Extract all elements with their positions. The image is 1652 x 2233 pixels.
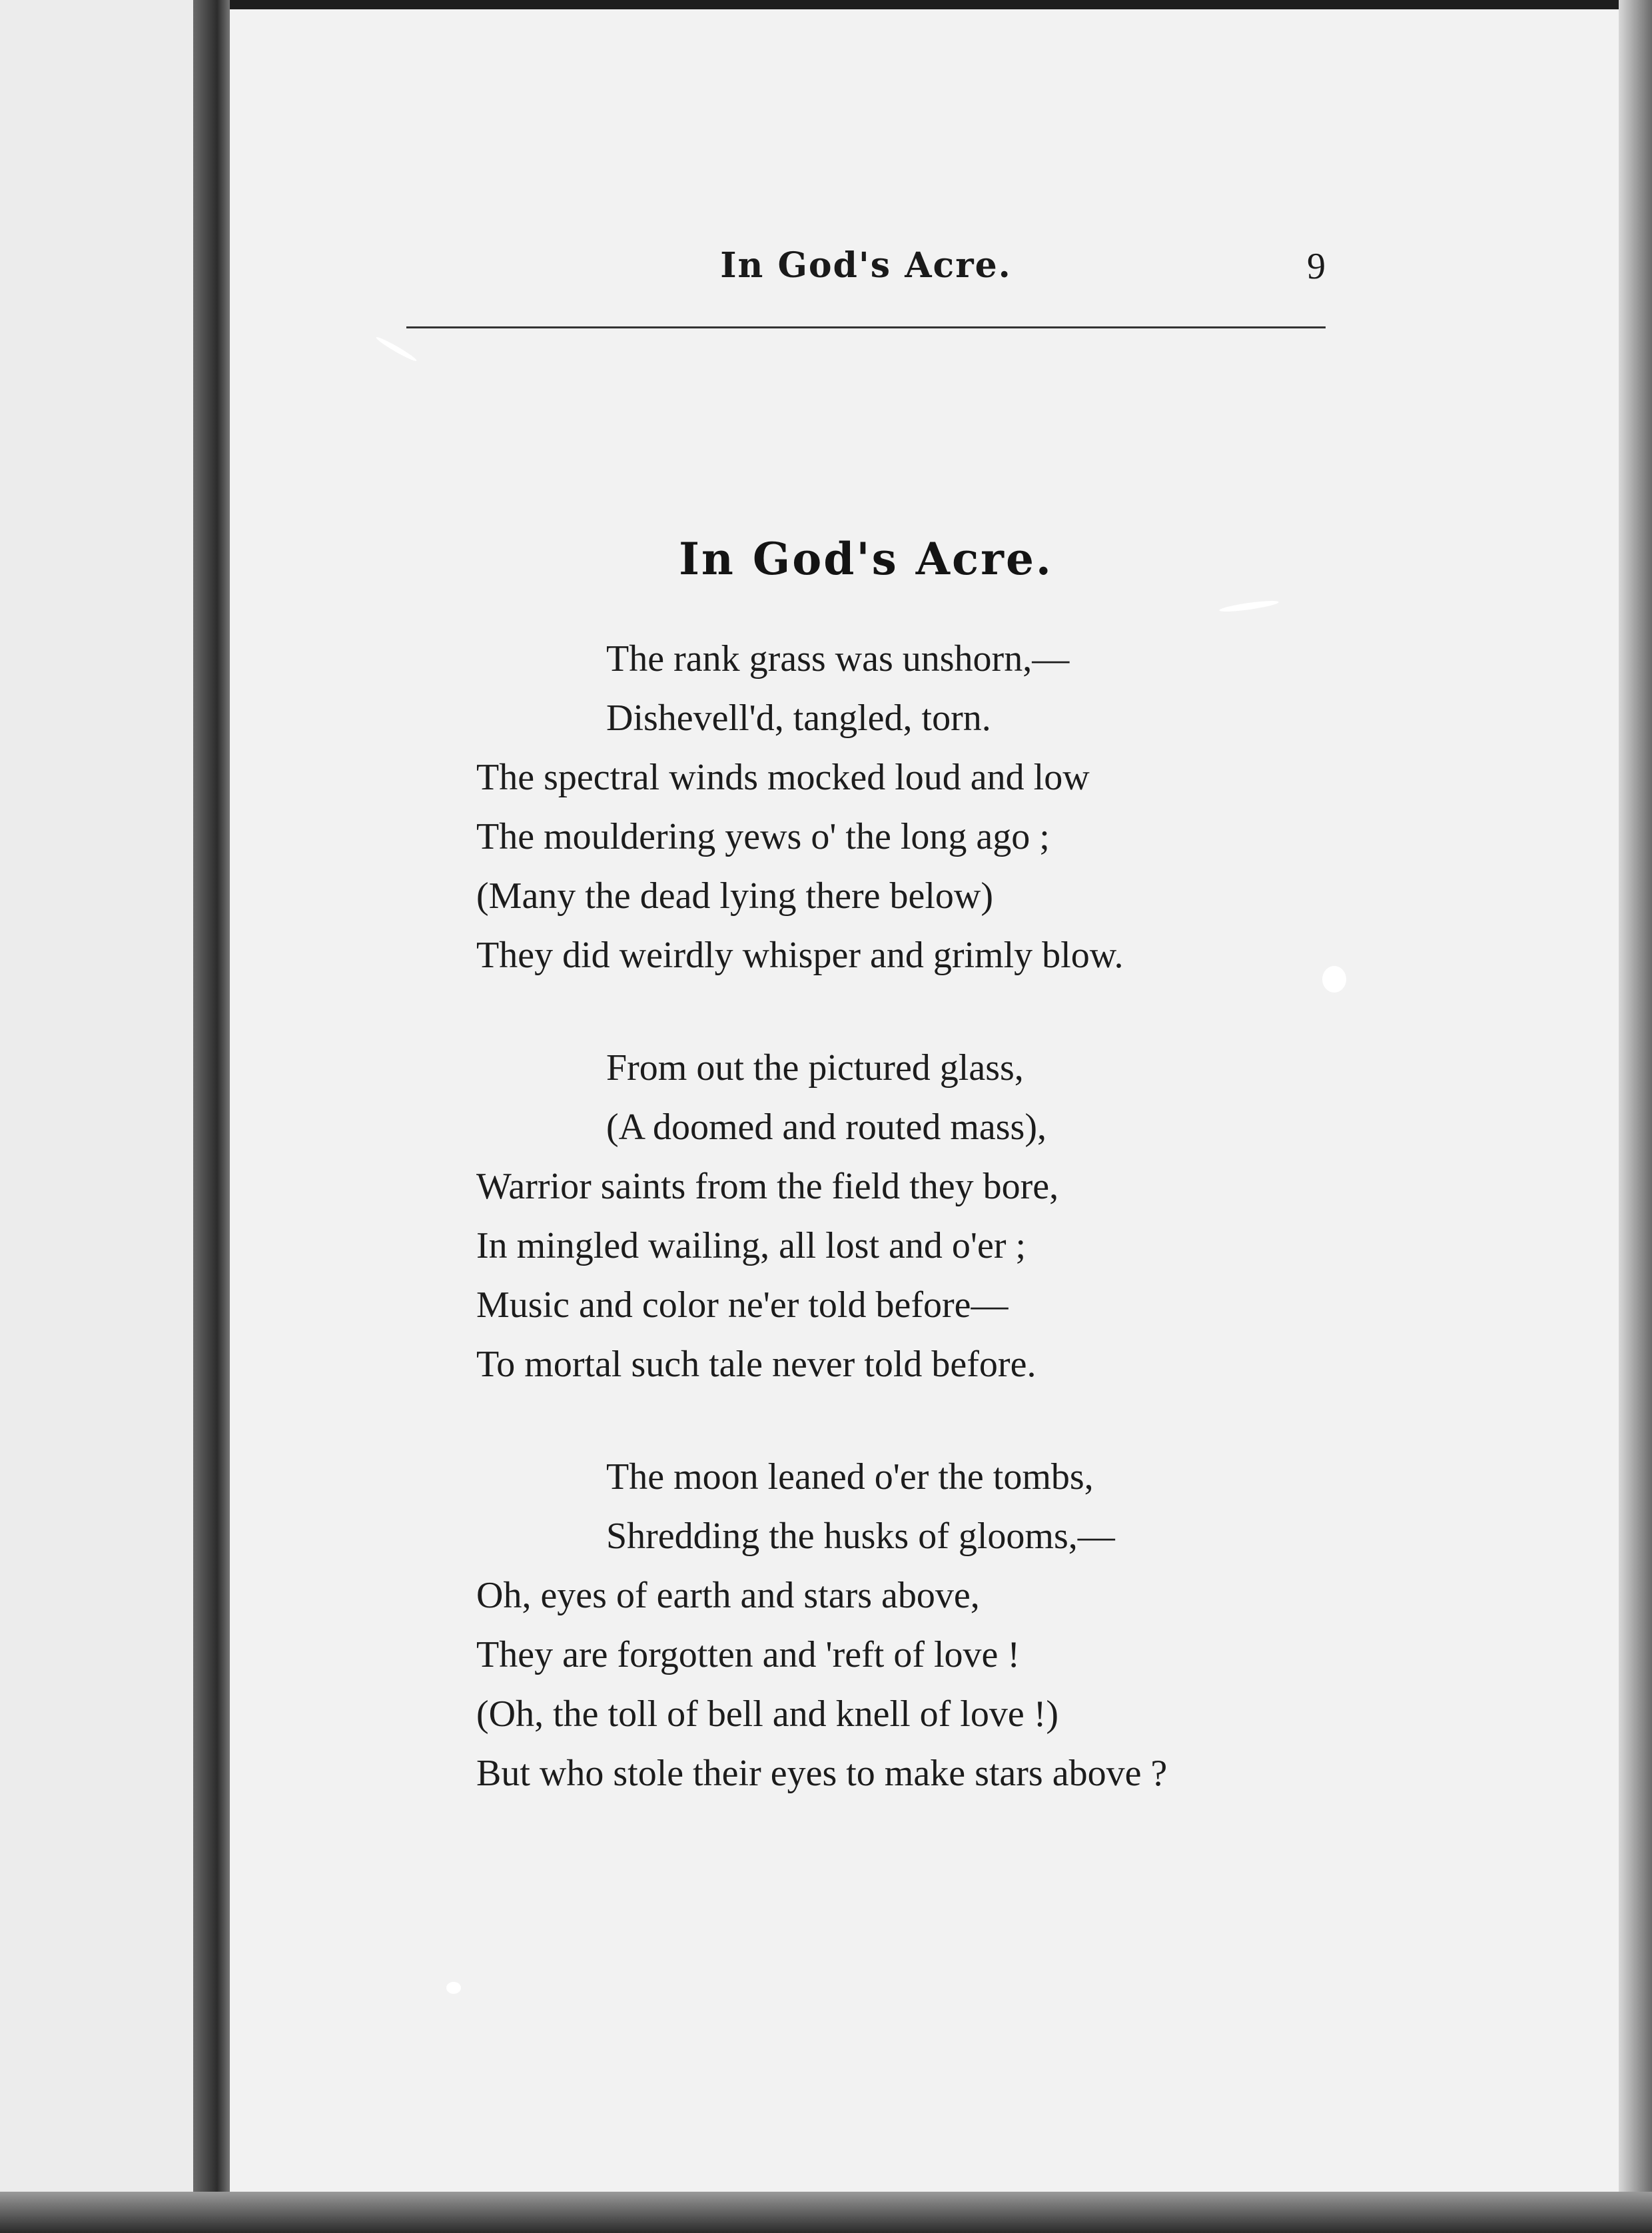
page-right-edge — [1619, 0, 1652, 2233]
poem-line: (Oh, the toll of bell and knell of love !) — [476, 1693, 1058, 1735]
poem-line: In mingled wailing, all lost and o'er ; — [476, 1225, 1027, 1266]
poem-line: Shredding the husks of glooms,— — [606, 1516, 1115, 1557]
book-gutter — [193, 0, 233, 2198]
poem-line: To mortal such tale never told before. — [476, 1344, 1036, 1385]
page-top-edge — [230, 0, 1652, 9]
poem-body — [476, 630, 1342, 1857]
poem-line: The rank grass was unshorn,— — [606, 638, 1070, 679]
poem-line: The mouldering yews o' the long ago ; — [476, 816, 1050, 857]
page-bottom-edge — [0, 2192, 1652, 2233]
facing-page-edge — [0, 0, 200, 2198]
stanza — [476, 1039, 1342, 1394]
poem-line: They did weirdly whisper and grimly blow. — [476, 935, 1124, 976]
stanza — [476, 630, 1342, 985]
poem-line: From out the pictured glass, — [606, 1047, 1024, 1089]
poem-line: The spectral winds mocked loud and low — [476, 757, 1090, 798]
poem-line: They are forgotten and 'reft of love ! — [476, 1634, 1021, 1675]
page-number: 9 — [1307, 246, 1326, 287]
poem-line: (A doomed and routed mass), — [606, 1107, 1046, 1148]
poem-line: Dishevell'd, tangled, torn. — [606, 697, 991, 739]
poem-line: (Many the dead lying there below) — [476, 875, 993, 917]
header-rule — [406, 326, 1326, 328]
poem-line: Oh, eyes of earth and stars above, — [476, 1575, 980, 1616]
poem-title: In God's Acre. — [679, 533, 1053, 585]
stanza — [476, 1448, 1342, 1803]
scan-speck — [446, 1982, 461, 1994]
poem-line: But who stole their eyes to make stars above ? — [476, 1753, 1168, 1794]
poem-line: Warrior saints from the field they bore, — [476, 1166, 1059, 1207]
poem-line: The moon leaned o'er the tombs, — [606, 1456, 1094, 1498]
running-head — [406, 245, 1326, 298]
poem-line: Music and color ne'er told before— — [476, 1284, 1009, 1326]
running-head-title: In God's Acre. — [720, 245, 1012, 286]
